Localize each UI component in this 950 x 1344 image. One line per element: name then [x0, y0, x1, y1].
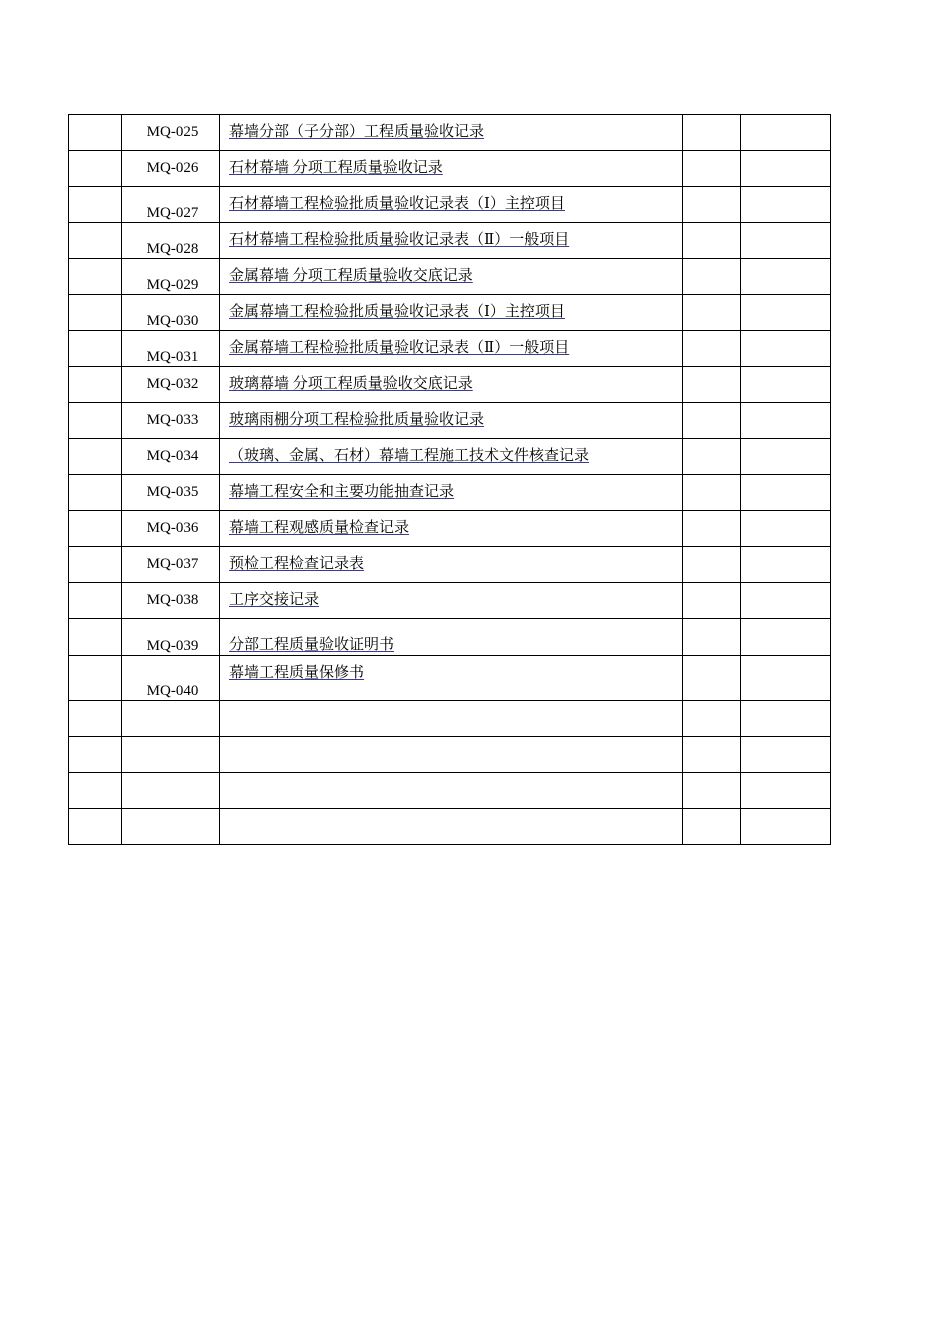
table-row — [69, 151, 831, 187]
record-title-cell — [220, 151, 683, 187]
index-cell — [69, 511, 122, 547]
empty-cell — [683, 259, 741, 295]
index-cell — [69, 367, 122, 403]
empty-cell — [741, 151, 831, 187]
empty-table-row — [69, 701, 831, 737]
empty-cell — [69, 809, 122, 845]
record-code: MQ-036 — [122, 511, 220, 547]
record-title-link[interactable]: 金属幕墙工程检验批质量验收记录表（Ⅰ）主控项目 — [229, 304, 565, 320]
empty-cell — [683, 809, 741, 845]
record-title-cell — [220, 367, 683, 403]
record-title-link[interactable]: 幕墙工程安全和主要功能抽查记录 — [229, 484, 455, 500]
table-row — [69, 511, 831, 547]
record-title-cell — [220, 223, 683, 259]
record-code: MQ-040 — [122, 656, 220, 701]
record-code: MQ-025 — [122, 115, 220, 151]
empty-cell — [741, 737, 831, 773]
index-cell — [69, 115, 122, 151]
record-title-link[interactable]: 分部工程质量验收证明书 — [229, 637, 395, 653]
index-cell — [69, 583, 122, 619]
empty-cell — [683, 701, 741, 737]
table-row — [69, 403, 831, 439]
empty-cell — [741, 619, 831, 656]
record-code: MQ-029 — [122, 259, 220, 295]
record-title-cell — [220, 547, 683, 583]
record-title-link[interactable]: （玻璃、金属、石材）幕墙工程施工技术文件核查记录 — [229, 448, 590, 464]
index-cell — [69, 331, 122, 367]
record-code: MQ-037 — [122, 547, 220, 583]
empty-cell — [69, 773, 122, 809]
record-title-cell — [220, 187, 683, 223]
empty-cell — [741, 259, 831, 295]
index-cell — [69, 475, 122, 511]
empty-cell — [122, 809, 220, 845]
empty-cell — [220, 809, 683, 845]
record-title-cell — [220, 259, 683, 295]
empty-cell — [220, 773, 683, 809]
record-title-cell — [220, 619, 683, 656]
record-title-cell — [220, 475, 683, 511]
empty-cell — [220, 737, 683, 773]
record-title-link[interactable]: 幕墙工程质量保修书 — [229, 665, 365, 681]
empty-cell — [741, 367, 831, 403]
record-title-cell — [220, 583, 683, 619]
index-cell — [69, 187, 122, 223]
table-row — [69, 439, 831, 475]
empty-cell — [683, 115, 741, 151]
table-row — [69, 115, 831, 151]
record-title-link[interactable]: 工序交接记录 — [229, 592, 320, 608]
empty-cell — [683, 223, 741, 259]
table-row — [69, 547, 831, 583]
empty-cell — [741, 701, 831, 737]
record-title-cell — [220, 115, 683, 151]
index-cell — [69, 656, 122, 701]
table-row — [69, 583, 831, 619]
record-title-link[interactable]: 幕墙分部（子分部）工程质量验收记录 — [229, 124, 485, 140]
record-code: MQ-026 — [122, 151, 220, 187]
empty-cell — [683, 403, 741, 439]
empty-cell — [741, 583, 831, 619]
index-cell — [69, 151, 122, 187]
empty-cell — [683, 367, 741, 403]
index-cell — [69, 439, 122, 475]
table-row — [69, 475, 831, 511]
record-title-link[interactable]: 石材幕墙工程检验批质量验收记录表（Ⅱ）一般项目 — [229, 232, 570, 248]
index-cell — [69, 259, 122, 295]
record-title-link[interactable]: 玻璃雨棚分项工程检验批质量验收记录 — [229, 412, 485, 428]
record-code: MQ-039 — [122, 619, 220, 656]
empty-cell — [122, 737, 220, 773]
record-code: MQ-030 — [122, 295, 220, 331]
record-title-link[interactable]: 金属幕墙工程检验批质量验收记录表（Ⅱ）一般项目 — [229, 340, 570, 356]
records-table — [68, 114, 831, 845]
empty-cell — [683, 439, 741, 475]
record-code: MQ-028 — [122, 223, 220, 259]
record-title-link[interactable]: 预检工程检查记录表 — [229, 556, 365, 572]
empty-cell — [220, 701, 683, 737]
record-title-cell — [220, 295, 683, 331]
index-cell — [69, 619, 122, 656]
record-title-cell — [220, 511, 683, 547]
record-title-link[interactable]: 金属幕墙 分项工程质量验收交底记录 — [229, 268, 473, 284]
empty-cell — [741, 511, 831, 547]
empty-cell — [741, 295, 831, 331]
empty-cell — [683, 151, 741, 187]
empty-cell — [683, 547, 741, 583]
empty-cell — [741, 547, 831, 583]
table-row — [69, 187, 831, 223]
record-title-cell — [220, 331, 683, 367]
record-title-cell — [220, 403, 683, 439]
empty-cell — [683, 656, 741, 701]
empty-cell — [683, 737, 741, 773]
record-code: MQ-027 — [122, 187, 220, 223]
table-row — [69, 331, 831, 367]
record-title-link[interactable]: 石材幕墙工程检验批质量验收记录表（Ⅰ）主控项目 — [229, 196, 565, 212]
record-code: MQ-034 — [122, 439, 220, 475]
empty-cell — [741, 475, 831, 511]
empty-cell — [683, 295, 741, 331]
record-code: MQ-031 — [122, 331, 220, 367]
record-title-link[interactable]: 石材幕墙 分项工程质量验收记录 — [229, 160, 443, 176]
index-cell — [69, 223, 122, 259]
empty-cell — [683, 583, 741, 619]
table-row — [69, 619, 831, 656]
empty-cell — [741, 439, 831, 475]
empty-cell — [69, 737, 122, 773]
record-code: MQ-038 — [122, 583, 220, 619]
table-row — [69, 259, 831, 295]
record-title-link[interactable]: 玻璃幕墙 分项工程质量验收交底记录 — [229, 376, 473, 392]
table-row — [69, 295, 831, 331]
empty-cell — [69, 701, 122, 737]
empty-cell — [683, 619, 741, 656]
empty-cell — [122, 773, 220, 809]
empty-cell — [741, 773, 831, 809]
empty-cell — [683, 187, 741, 223]
empty-cell — [683, 475, 741, 511]
empty-cell — [741, 403, 831, 439]
empty-table-row — [69, 737, 831, 773]
empty-cell — [683, 511, 741, 547]
record-title-cell — [220, 656, 683, 701]
record-code: MQ-033 — [122, 403, 220, 439]
empty-table-row — [69, 773, 831, 809]
empty-cell — [741, 187, 831, 223]
table-row — [69, 223, 831, 259]
empty-table-row — [69, 809, 831, 845]
empty-cell — [683, 331, 741, 367]
empty-cell — [741, 223, 831, 259]
index-cell — [69, 403, 122, 439]
index-cell — [69, 547, 122, 583]
empty-cell — [122, 701, 220, 737]
table-row — [69, 367, 831, 403]
table-row — [69, 656, 831, 701]
empty-cell — [741, 656, 831, 701]
empty-cell — [741, 809, 831, 845]
empty-cell — [741, 331, 831, 367]
empty-cell — [683, 773, 741, 809]
index-cell — [69, 295, 122, 331]
record-code: MQ-035 — [122, 475, 220, 511]
empty-cell — [741, 115, 831, 151]
record-title-cell — [220, 439, 683, 475]
record-code: MQ-032 — [122, 367, 220, 403]
record-title-link[interactable]: 幕墙工程观感质量检查记录 — [229, 520, 410, 536]
